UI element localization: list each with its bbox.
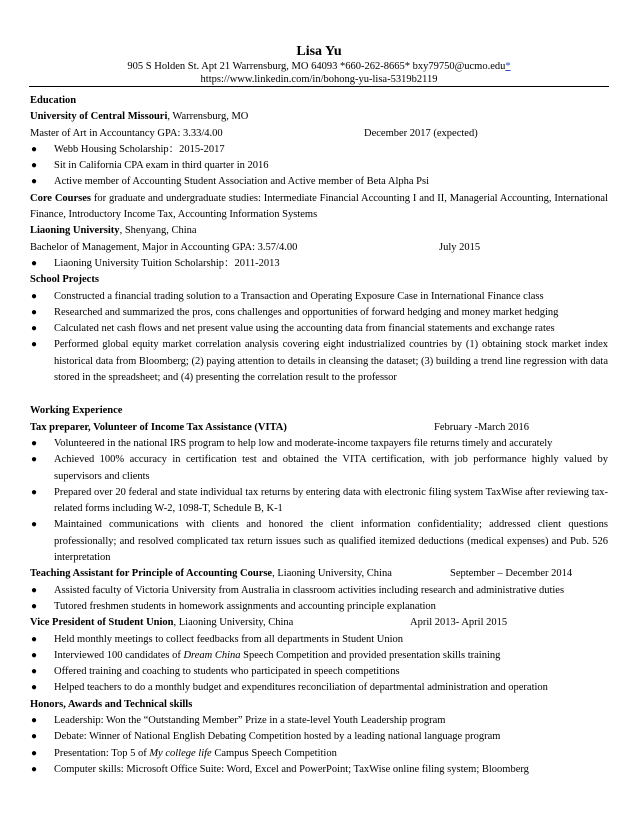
- linkedin-url[interactable]: https://www.linkedin.com/in/bohong-yu-lisa-5319b2119: [200, 74, 438, 85]
- list-item: ● Offered training and coaching to students who participated in speech competitions: [30, 664, 608, 680]
- ucm-school-line: [30, 109, 608, 125]
- job-title: Tax preparer, Volunteer of Income Tax Assistance (VITA): [30, 421, 287, 433]
- projects-heading: School Projects: [30, 274, 99, 286]
- list-item: ● Researched and summarized the pros, cons challenges and opportunities of forward hedging and money market hedging: [30, 305, 608, 321]
- list-item: ● Volunteered in the national IRS program to help low and moderate-income taxpayers file returns timely and accurately: [30, 436, 608, 452]
- list-item: ● Performed global equity market correlation analysis covering eight industrialized countries by (1) obtaining stock market index historical data from Bloomberg; (2) paying attention to details in cleansing the dataset; (3) building a trend line regression with data stored in the spreadsheet; and (4) presenting the correlation result to the professor: [31, 339, 608, 384]
- bullet-icon: ●: [31, 649, 38, 661]
- job-title-line: [30, 420, 608, 436]
- education-heading: Education: [30, 95, 77, 106]
- core-courses-label: Core Courses: [30, 192, 92, 204]
- header-divider: [29, 86, 609, 87]
- bullet-icon: ●: [31, 666, 38, 678]
- job-title-line: [30, 615, 608, 631]
- bullet-icon: ●: [31, 339, 38, 351]
- bullet-icon: ●: [31, 633, 38, 645]
- bullet-icon: ●: [31, 143, 38, 155]
- bullet-icon: ●: [31, 486, 38, 498]
- list-item: ● Constructed a financial trading solution to a Transaction and Operating Exposure Case in International Finance class: [30, 289, 608, 305]
- bullet-icon: ●: [31, 731, 38, 743]
- resume-body: [30, 93, 608, 778]
- bullet-icon: ●: [31, 290, 38, 302]
- candidate-name: Lisa Yu: [296, 44, 342, 59]
- bullet-icon: ●: [31, 519, 38, 531]
- job-date: April 2013- April 2015: [410, 617, 508, 629]
- experience-heading: Working Experience: [30, 405, 123, 417]
- ucm-location: , Warrensburg, MO: [167, 111, 249, 123]
- section-spacer: [30, 386, 608, 403]
- contact-details: 905 S Holden St. Apt 21 Warrensburg, MO 64093 *660-262-8665* bxy79750@ucmo.edu: [127, 61, 506, 72]
- list-item: ● Debate: Winner of National English Debating Competition hosted by a leading national language program: [30, 729, 608, 745]
- list-item: ● Interviewed 100 candidates of Dream China Speech Competition and provided presentation skills training: [30, 648, 608, 664]
- list-item: ● Prepared over 20 federal and state individual tax returns by entering data with electronic filing system TaxWise after reviewing tax-related forms including W-2, 1098-T, Schedule B, K-1: [31, 486, 608, 515]
- liaoning-location: , Shenyang, China: [119, 225, 197, 237]
- core-courses-text: for graduate and undergraduate studies: Intermediate Financial Accounting I and II, Managerial Accounting, International Finance, Introductory Income Tax, Accounting Information Systems: [30, 192, 608, 221]
- bullet-icon: ●: [31, 682, 38, 694]
- list-item: ● Webb Housing Scholarship：2015-2017: [30, 142, 608, 158]
- list-item: ● Active member of Accounting Student Association and Active member of Beta Alpha Psi: [30, 174, 608, 190]
- job-org: , Liaoning University, China: [173, 617, 294, 629]
- bullet-icon: ●: [31, 747, 38, 759]
- job-org: , Liaoning University, China: [272, 568, 392, 580]
- job-date: February -March 2016: [434, 421, 530, 433]
- bullet-icon: ●: [31, 257, 38, 269]
- liaoning-school-line: [30, 223, 608, 239]
- list-item: ● Liaoning University Tuition Scholarship：2011-2013: [30, 256, 608, 272]
- honors-heading: Honors, Awards and Technical skills: [30, 698, 193, 710]
- list-item: ● Achieved 100% accuracy in certification test and obtained the VITA certification, with job performance highly valued by supervisors and clients: [31, 454, 608, 482]
- list-item: ● Presentation: Top 5 of My college life Campus Speech Competition: [30, 746, 608, 762]
- bullet-icon: ●: [31, 176, 38, 188]
- job-title: Teaching Assistant for Principle of Accounting Course: [30, 568, 273, 580]
- list-item: ● Maintained communications with clients and honored the client information confidentiality; addressed client questions professionally; and resolved complicated tax return issues such as qualified itemized deductions (medical expenses) and Pub. 526 interpretation: [31, 519, 608, 564]
- bullet-icon: ●: [31, 600, 38, 612]
- bullet-icon: ●: [31, 454, 38, 466]
- resume-header: [0, 44, 638, 86]
- job-date: September – December 2014: [450, 568, 573, 580]
- list-item: ● Assisted faculty of Victoria University from Australia in classroom activities including research and administrative duties: [30, 583, 608, 599]
- bullet-icon: ●: [31, 323, 38, 335]
- bullet-icon: ●: [31, 437, 38, 449]
- job-title: Vice President of Student Union: [30, 617, 174, 629]
- ucm-date: December 2017 (expected): [364, 127, 478, 139]
- bullet-icon: ●: [31, 714, 38, 726]
- list-item: ● Helped teachers to do a monthly budget and expenditures reconciliation of departmental administration and operation: [30, 680, 608, 696]
- list-item: ● Sit in California CPA exam in third quarter in 2016: [30, 158, 608, 174]
- job-title-line: [30, 566, 608, 582]
- bullet-icon: ●: [31, 584, 38, 596]
- liaoning-degree: Bachelor of Management, Major in Accounting GPA: 3.57/4.00: [30, 241, 298, 253]
- bullet-icon: ●: [31, 306, 38, 318]
- contact-line: [0, 60, 638, 73]
- core-courses: [30, 191, 608, 224]
- liaoning-degree-line: [30, 240, 608, 256]
- contact-link-marker[interactable]: *: [505, 61, 511, 72]
- bullet-icon: ●: [31, 763, 38, 775]
- ucm-school: University of Central Missouri: [30, 111, 168, 123]
- list-item: ● Leadership: Won the “Outstanding Member” Prize in a state-level Youth Leadership program: [30, 713, 608, 729]
- list-item: ● Computer skills: Microsoft Office Suite: Word, Excel and PowerPoint; TaxWise online filing system; Bloomberg: [30, 762, 608, 778]
- list-item: ● Held monthly meetings to collect feedbacks from all departments in Student Union: [30, 632, 608, 648]
- ucm-degree: Master of Art in Accountancy GPA: 3.33/4.00: [30, 127, 223, 139]
- bullet-icon: ●: [31, 160, 38, 172]
- liaoning-date: July 2015: [439, 241, 481, 253]
- list-item: ● Calculated net cash flows and net present value using the accounting data from financial statements and exchange rates: [30, 321, 608, 337]
- ucm-degree-line: [30, 126, 608, 142]
- list-item: ● Tutored freshmen students in homework assignments and accounting principle explanation: [30, 599, 608, 615]
- liaoning-school: Liaoning University: [30, 225, 120, 237]
